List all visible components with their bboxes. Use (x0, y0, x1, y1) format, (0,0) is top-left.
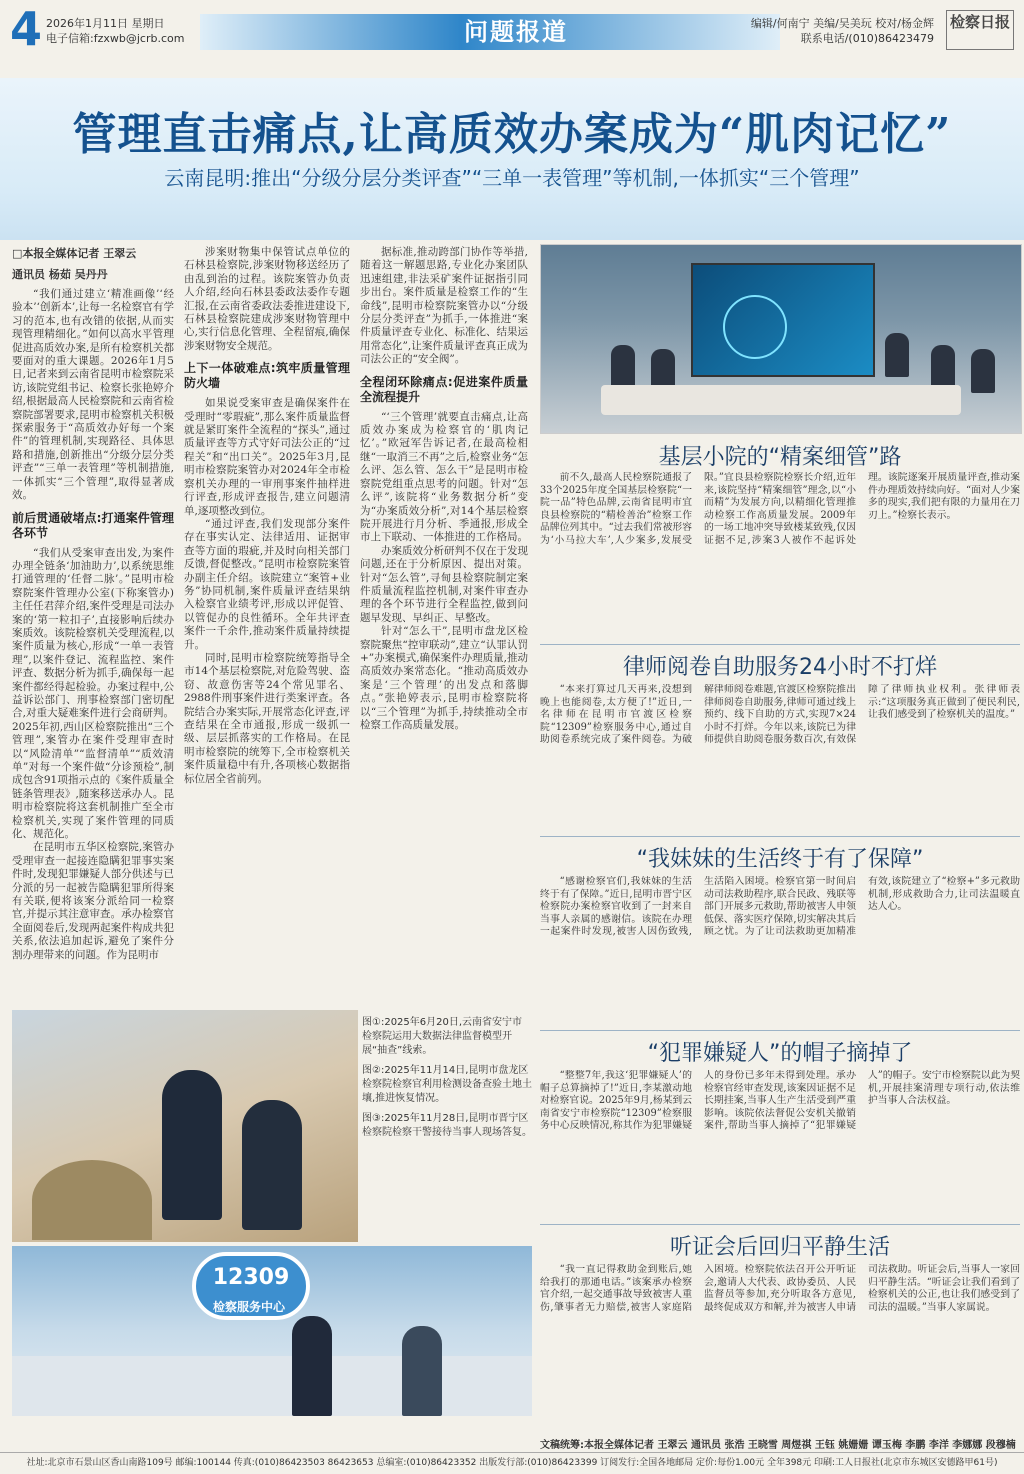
paragraph: “感谢检察官们,我妹妹的生活终于有了保障。”近日,昆明市晋宁区检察院办案检察官收到了一封来自当事人亲属的感谢信。该院在办理一起案件时发现,被害人因伤致残,生活陷入困境。检察官第一时间启动司法救助程序,联合民政、残联等部门开展多元救助,帮助被害人申领低保、落实医疗保障,切实解决其后顾之忧。为了让司法救助更加精准有效,该院建立了“检察+”多元救助机制,形成救助合力,让司法温暖直达人心。 (540, 876, 1020, 938)
newspaper-logo: 检察日报 (946, 10, 1014, 50)
person (885, 333, 909, 377)
sub-title-2: 律师阅卷自助服务24小时不打烊 (623, 655, 937, 680)
article-column-3 (360, 246, 528, 1006)
conference-table (601, 385, 961, 415)
page-number: 4 (10, 2, 43, 56)
headline: 管理直击痛点,让高质效办案成为“肌肉记忆” (72, 109, 952, 160)
sub-title-5: 听证会后回归平静生活 (669, 1235, 890, 1260)
paragraph: “我们通过建立‘精准画像’‘经验本’‘创新本’,让每一名检察官有学习的范本,也有改错的依据,从而实现管理精细化。”如何以高水平管理促进高质效办案,是所有检察机关都要面对的重大课题。2026年1月5日,记者来到云南省昆明市检察院采访,该院党组书记、检察长张艳婷介绍,根据最高人民检察院和云南省检察院部署要求,昆明市检察机关积极探索服务于“高质效办好每一个案件”的管理机制,实现路径、具体思路和措施,创新推出“分级分层分类评查”“三单一表管理”等机制措施,一体抓实“三个管理”,取得显著成效。 (12, 288, 174, 502)
divider (540, 1030, 1020, 1031)
prosecutor-figure (242, 1100, 302, 1230)
issue-date: 2026年1月11日 星期日 (46, 17, 165, 30)
paragraph: “通过评查,我们发现部分案件存在事实认定、法律适用、证据审查等方面的瑕疵,并及时向相关部门反馈,督促整改。”昆明市检察院案管办副主任介绍。该院建立“案管+业务”协同机制,案件质量评查结果纳入检察官业绩考评,形成以评促管、以管促办的良性循环。全年共评查案件一千余件,推动案件质量持续提升。 (184, 517, 350, 651)
caption-2: 图②:2025年11月14日,昆明市盘龙区检察院检察官利用检测设备查验土地土壤,推进恢复情况。 (362, 1065, 532, 1104)
field-inspection-photo (12, 1010, 358, 1242)
divider (540, 644, 1020, 645)
sub-article-4 (540, 1070, 1020, 1220)
paragraph: 前不久,最高人民检察院通报了33个2025年度全国基层检察院“一院一品”特色品牌,云南省昆明市宜良县检察院的“精检善治”检察工作品牌位列其中。“过去我们常被形容为‘小马拉大车’,人少案多,发展受限。”宜良县检察院检察长介绍,近年来,该院坚持“精案细管”理念,以“小而精”为发展方向,以精细化管理推动检察工作高质量发展。2009年的一场工地冲突导致楼某致残,仅因证据不足,涉案3人被作不起诉处理。该院逐案开展质量评查,推动案件办理质效持续向好。“面对人少案多的现实,我们把有限的力量用在刀刃上。”检察长表示。 (540, 472, 1020, 546)
sub-headline: 云南昆明:推出“分级分层分类评查”“三单一表管理”等机制,一体抓实“三个管理” (164, 166, 860, 190)
byline-reporter: □本报全媒体记者 王翠云 (12, 247, 137, 260)
sub-title-1: 基层小院的“精案细管”路 (658, 445, 902, 470)
meeting-photo (540, 244, 1022, 434)
caption-1: 图①:2025年6月20日,云南省安宁市检察院运用大数据法律监督模型开展“抽查”线索。 (362, 1017, 523, 1056)
article-column-1 (12, 246, 174, 1006)
paragraph: 同时,昆明市检察院统筹指导全市14个基层检察院,对危险驾驶、盗窃、故意伤害等24个常见罪名、2988件刑事案件进行类案评查。各院结合办案实际,开展常态化评查,评查结果在全市通报,形成一级抓一级、层层抓落实的工作格局。在昆明市检察院的统筹下,全市检察机关案件质量稳中有升,各项核心数据指标位居全省前列。 (184, 651, 350, 785)
issue-info (46, 16, 184, 46)
display-screen (691, 263, 875, 377)
contact-phone: 联系电话/(010)86423479 (800, 32, 934, 45)
paragraph: 在昆明市五华区检察院,案管办受理审查一起接连隐瞒犯罪事实案件时,发现犯罪嫌疑人部分供述与已分派的另一起被告隐瞒犯罪所得案有关联,便将该案分派给同一检察官,并提示其注意审查。承办检察官全面阅卷后,发现两起案件构成共犯关系,依法追加起诉,避免了案件分割办理带来的问题。作为昆明市 (12, 841, 174, 961)
caption-3: 图③:2025年11月28日,昆明市晋宁区检察院检察干警接待当事人现场答复。 (362, 1113, 532, 1138)
service-counter (12, 1356, 532, 1416)
photo-captions (362, 1016, 532, 1140)
visitor-figure (402, 1326, 442, 1416)
paragraph: 办案质效分析研判不仅在于发现问题,还在于分析原因、提出对策。针对“怎么管”,寻甸县检察院制定案件质量流程监控机制,对案件审查办理的各个环节进行全程监控,做到问题早发现、早纠正、早整改。 (360, 544, 528, 624)
page-footer: 社址:北京市石景山区香山南路109号 邮编:100144 传真:(010)86423503 86423653 总编室:(010)86423352 出版发行部:(010)86423399 订阅发行:全国各地邮局 定价:每份1.00元 全年398元 印刷:工人日报社(北京市东城区安德路甲61号) (0, 1452, 1024, 1474)
prosecutor-figure (292, 1316, 332, 1416)
sub-article-3 (540, 876, 1020, 1026)
subheading: 上下一体破难点:筑牢质量管理防火墙 (184, 361, 350, 391)
sub-article-5 (540, 1264, 1020, 1430)
paragraph: “我们从受案审查出发,为案件办理全链条‘加油助力’,以系统思维打通管理的‘任督二脉’。”昆明市检察院案件管理办公室(下称案管办)主任任君萍介绍,案件受理是司法办案的‘第一粒扣子’,直接影响后续办案质效。该院检察机关受理流程,以案件质量为核心,形成“一单一表管理”,以案件登记、流程监控、案件评查、数据分析为抓手,确保每一起案件都经得起检验。办案过程中,公益诉讼部门、刑事检察部门密切配合,对重大疑难案件进行会商研判。2025年初,西山区检察院推出“三个管理”,案管办在案件受理审查时以“风险清单”“监督清单”“质效清单”对每一个案件做“分诊预检”,制成包含91项指示点的《案件质量全链条管理表》,随案移送承办人。昆明市检察院将这套机制推广至全市检察机关,实现了案件管理的同质化、规范化。 (12, 546, 174, 841)
subheading: 前后贯通破堵点:打通案件管理各环节 (12, 510, 174, 540)
editor-info (751, 16, 934, 46)
paragraph: 针对“怎么干”,昆明市盘龙区检察院聚焦“控审联动”,建立“认罪认罚+”办案模式,确保案件办理质量,推动高质效办案常态化。“推动高质效办案是‘三个管理’的出发点和落脚点。”张艳婷表示,昆明市检察院将以“三个管理”为抓手,持续推动全市检察工作高质量发展。 (360, 625, 528, 731)
divider (540, 1224, 1020, 1225)
byline-correspondent: 通讯员 杨茹 吴丹丹 (12, 268, 108, 281)
editorial-credit: 文稿统筹:本报全媒体记者 王翠云 通讯员 张浩 王晓雪 周煜祺 王钰 姚姗姗 谭玉梅 李鹏 李洋 李娜娜 段穆楠 (540, 1440, 1016, 1451)
service-center-photo (12, 1246, 532, 1416)
paragraph: 涉案财物集中保管试点单位的石林县检察院,涉案财物移送经历了由乱到治的过程。该院案管办负责人介绍,经向石林县委政法委作专题汇报,在云南省委政法委推进建设下,石林县检察院建成涉案财物管理中心,实行信息化管理、全程留痕,确保涉案财物安全规范。 (184, 246, 350, 352)
paragraph: 如果说受案审查是确保案件在受理时“零瑕疵”,那么案件质量监督就是紧盯案件全流程的“探头”,通过质量评查等方式守好司法公正的“过程关”和“出口关”。2025年3月,昆明市检察院案管办对2024年全市检察机关办理的一审刑事案件抽样进行评查,形成评查报告,建立问题清单,逐项整改到位。 (184, 397, 350, 517)
prosecutor-figure (162, 1070, 222, 1220)
editors: 编辑/何南宁 美编/吴美玩 校对/杨金辉 (750, 17, 934, 30)
grass-area (32, 1160, 152, 1240)
person (611, 345, 635, 389)
section-title: 问题报道 (464, 18, 568, 46)
subheading: 全程闭环除痛点:促进案件质量全流程提升 (360, 374, 528, 404)
sub-title-4: “犯罪嫌疑人”的帽子摘掉了 (647, 1041, 913, 1066)
paragraph: 据标准,推动跨部门协作等举措,随着这一解题思路,专业化办案团队迅速组建,非法采矿案件证据指引同步出台。案件质量是检察工作的“生命线”,昆明市检察院案管办以“分级分层分类评查”为抓手,一体推进“案件质量评查专业化、标准化、结果运用常态化”,让案件质量评查真正成为司法公正的“安全阀”。 (360, 246, 528, 366)
paragraph: “我一直记得救助金到账后,她给我打的那通电话。”该案承办检察官介绍,一起交通事故导致被害人重伤,肇事者无力赔偿,被害人家庭陷入困境。检察院依法召开公开听证会,邀请人大代表、政协委员、人民监督员等参加,充分听取各方意见,最终促成双方和解,并为被害人申请司法救助。听证会后,当事人一家回归平静生活。“听证会让我们看到了检察机关的公正,也让我们感受到了司法的温暖。”当事人家属说。 (540, 1264, 1020, 1313)
person (971, 349, 995, 393)
person (931, 345, 955, 389)
paragraph: “‘三个管理’就要直击痛点,让高质效办案成为检察官的‘肌肉记忆’。”欧冠军告诉记者,在最高检相继“一取消三不再”之后,检察业务“怎么评、怎么管、怎么干”是昆明市检察院党组重点思考的问题。针对“怎么评”,该院将“业务数据分析”变为“办案质效分析”,对14个基层检察院开展进行月分析、季通报,形成全市上下联动、一体推进的工作格局。 (360, 410, 528, 544)
article-column-2 (184, 246, 350, 1006)
email: 电子信箱:fzxwb@jcrb.com (46, 32, 185, 45)
sub-title-3: “我妹妹的生活终于有了保障” (636, 847, 924, 872)
divider (540, 836, 1020, 837)
sub-article-1 (540, 472, 1020, 640)
hotline-sign: 12309 (192, 1252, 310, 1320)
service-center-sign: 检察服务中心 (212, 1300, 285, 1314)
sub-article-2 (540, 684, 1020, 832)
paragraph: “本来打算过几天再来,没想到晚上也能阅卷,太方便了!”近日,一名律师在昆明市官渡区检察院“12309”检察服务中心,通过自助阅卷系统完成了案件阅卷。为破解律师阅卷难题,官渡区检察院推出律师阅卷自助服务,律师可通过线上预约、线下自助的方式,实现7×24小时不打烊。今年以来,该院已为律师提供自助阅卷服务数百次,有效保障了律师执业权利。张律师表示:“这项服务真正做到了便民利民,让我们感受到了检察机关的温度。” (540, 684, 1020, 746)
paragraph: “整整7年,我这‘犯罪嫌疑人’的帽子总算摘掉了!”近日,李某激动地对检察官说。2025年9月,杨某到云南省安宁市检察院“12309”检察服务中心反映情况,称其作为犯罪嫌疑人的身份已多年未得到处理。承办检察官经审查发现,该案因证据不足长期挂案,当事人生产生活受到严重影响。该院依法督促公安机关撤销案件,帮助当事人摘掉了“犯罪嫌疑人”的帽子。安宁市检察院以此为契机,开展挂案清理专项行动,依法维护当事人合法权益。 (540, 1070, 1020, 1132)
